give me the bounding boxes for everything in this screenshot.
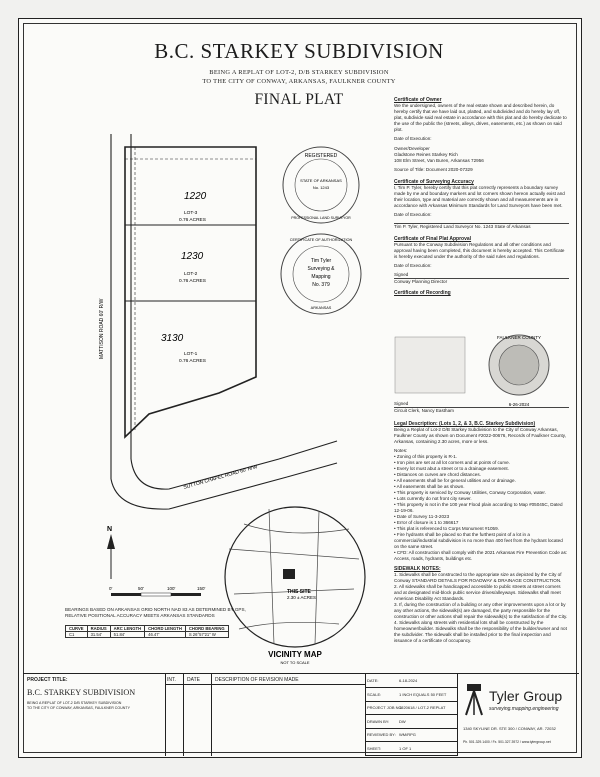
source-value: 2020-07329 xyxy=(448,167,473,172)
legal-description xyxy=(394,421,569,644)
project-field-value: 6-18-2024 xyxy=(399,678,418,683)
note-item: • Zoning of this property is R-1. xyxy=(394,454,458,459)
vicinity-map-scale: NOT TO SCALE xyxy=(280,660,310,665)
sidewalk-note-item: 1. Sidewalks shall be constructed to the appropriate size as depicted by the City of Conway STANDARD DETAILS FOR ROADWAY & DRAINAGE CONSTRUCTION. xyxy=(394,572,562,583)
county-recording-seal xyxy=(395,335,549,395)
project-field-value: 1220618 / LOT-2 REPLAT xyxy=(399,705,446,711)
svg-text:N: N xyxy=(107,526,113,533)
curve-header-radius: RADIUS xyxy=(87,626,110,632)
note-item: • This plat is referenced to Corps Monument #1059. xyxy=(394,526,499,531)
sidewalk-notes-list xyxy=(394,572,569,644)
coa-number: No. 379 xyxy=(312,282,330,288)
project-field-label: REVIEWED BY: xyxy=(367,732,396,738)
curve-cell: S 26°57'21" W xyxy=(185,632,228,638)
curve-table xyxy=(65,625,229,638)
lot-3-handwritten: 1220 xyxy=(184,191,207,202)
scale-bar xyxy=(111,593,201,596)
project-field-value: 1 INCH EQUALS 50 FEET xyxy=(399,691,447,697)
road-edge-south-outer xyxy=(287,463,337,477)
lot-2-name: LOT-2 xyxy=(184,272,198,277)
note-item: • All easements shall be for general utilities and or drainage. xyxy=(394,478,516,483)
seal-state-text: STATE OF ARKANSAS xyxy=(300,178,342,183)
final-plat-label: FINAL PLAT xyxy=(254,91,344,108)
sidewalk-note-item: 3. If, during the construction of a building or any other improvements upon a lot or by any other actions, the sidewalk(s) are damaged, the party responsible for the construction or other actions shall repair the sidewalk(s) to the satisfaction of the City. xyxy=(394,602,568,619)
lot-1-handwritten: 3130 xyxy=(161,333,184,344)
county-seal-ring: FAULKNER COUNTY xyxy=(496,335,542,340)
note-item: • Iron pins are set at all lot corners and at points of curve. xyxy=(394,460,511,465)
project-field-row xyxy=(365,728,457,742)
vicinity-map xyxy=(225,507,365,647)
seal-number-text: No. 1243 xyxy=(312,185,330,190)
curve-cell: C1 xyxy=(66,632,88,638)
sutton-chapel-road-label: SUTTON CHAPEL ROAD 60' R/W xyxy=(182,464,259,491)
coa-ring-text: CERTIFICATE OF AUTHORIZATION xyxy=(289,238,353,242)
project-field-row xyxy=(365,688,457,702)
note-item: • All easements shall be as shown. xyxy=(394,484,465,489)
final-approval-title: Certificate of Final Plat Approval xyxy=(394,236,472,242)
legal-title: Legal Description: (Lots 1, 2, & 3, B.C. Starkey Subdivision) xyxy=(394,421,536,427)
rev-header-date: DATE xyxy=(187,677,200,683)
coa-line3: Mapping xyxy=(311,274,331,280)
note-item: • Lots currently do not front city sewer. xyxy=(394,496,472,501)
final-signed-label: Signed xyxy=(394,272,409,277)
project-field-row xyxy=(365,701,457,715)
survey-cert-text: I, Tim P. Tyler, hereby certify that this plat correctly represents a boundary survey made by me and boundary markers and lot corners shown hereon actually exist and their location, type and material are correctly shown and all measurements are in accordance with Arkansas Minimum Standards for Land Surveyors have been met. xyxy=(394,185,565,208)
notes-heading: Notes: xyxy=(394,448,408,453)
project-field-label: PROJECT JOB NO: xyxy=(367,705,403,711)
final-approval-signature: Conway Planning Director xyxy=(394,278,569,285)
legal-text: Being a Replat of Lot-2 D/B Starkey Subdivision to the City of Conway Arkansas, Faulkner County as shown on Document #2022-00676, Records of Faulkner County, Arkansas, containing 2.30 acres, more or less. xyxy=(394,427,567,444)
plat-title: B.C. STARKEY SUBDIVISION xyxy=(154,39,444,63)
coa-name: Tim Tyler xyxy=(310,258,332,264)
scale-tick-0: 0' xyxy=(109,586,113,591)
project-subtitle-2: TO THE CITY OF CONWAY, ARKANSAS, FAULKNER COUNTY xyxy=(27,706,130,710)
project-field-label: SHEET: xyxy=(367,746,382,751)
ownership-cert-title: Certificate of Owner xyxy=(394,97,442,103)
project-field-value: DW xyxy=(399,718,406,724)
project-field-value: 1 OF 1 xyxy=(399,746,412,751)
recording-cert-title: Certificate of Recording xyxy=(394,290,451,296)
plat-subtitle-2: TO THE CITY OF CONWAY, ARKANSAS, FAULKNER COUNTY xyxy=(202,78,396,85)
note-item: • This property is serviced by Conway Utilities, Conway Corporation, water. xyxy=(394,490,546,495)
plat-subtitle-1: BEING A REPLAT OF LOT-2, D/B STARKEY SUBDIVISION xyxy=(209,69,389,76)
curve-header-chord-length: CHORD LENGTH xyxy=(145,626,186,632)
survey-date-label: Date of Execution: xyxy=(394,212,432,217)
scale-tick-100: 100' xyxy=(167,586,176,591)
coa-line2: Surveying & xyxy=(307,266,335,272)
note-item: • Distances on curves are chord distances. xyxy=(394,472,481,477)
county-seal-date: 6-26-2024 xyxy=(508,402,530,407)
recording-signed-label: Signed xyxy=(394,401,409,406)
curve-cell: 51.84' xyxy=(110,632,144,638)
project-field-label: DATE: xyxy=(367,678,379,683)
project-title: B.C. STARKEY SUBDIVISION xyxy=(27,688,136,697)
note-item: • Date of Survey 11-3-2023 xyxy=(394,514,450,519)
note-item: • Every lot must abut a street or to a drainage easement. xyxy=(394,466,509,471)
notes-list xyxy=(394,448,569,562)
lot-1-name: LOT-1 xyxy=(184,352,198,357)
rev-header-int: INT. xyxy=(167,677,176,683)
recording-signature-block xyxy=(394,401,569,414)
company-address: 1340 SKYLINE DR. STE 300 / CONWAY, AR. 72032 xyxy=(463,726,556,731)
company-tagline: surveying.mapping.engineering xyxy=(489,706,559,712)
curve-cell: 46.47' xyxy=(145,632,186,638)
seal-registered-text: REGISTERED xyxy=(304,153,338,159)
note-item: • This property is not in the 100 year Flood plain according to Map #05045C, Dated 12-19-06. xyxy=(394,502,563,513)
survey-cert-title: Certificate of Surveying Accuracy xyxy=(394,179,474,185)
source-label: Source of Title: Document xyxy=(394,167,447,172)
owner-address: 108 Elm Street, Van Buren, Arkansas 72956 xyxy=(394,158,484,163)
project-field-value: WM/RPG xyxy=(399,732,416,738)
curve-header-chord-bearing: CHORD BEARING xyxy=(185,626,228,632)
note-item: • Error of closure is 1 to 366617 xyxy=(394,520,459,525)
bearing-note: BEARINGS BASED ON ARKANSAS GRID NORTH NAD 83 AS DETERMINED BY GPS, RELATIVE POSITIONAL ACCURACY MEETS ARKANSAS STANDARDS xyxy=(65,607,246,618)
recording-signature: Circuit Clerk, Nancy Eastham xyxy=(394,407,569,414)
project-field-label: DRAWN BY: xyxy=(367,718,390,724)
vicinity-site-acres: 2.30 ± ACRES xyxy=(287,595,316,600)
final-date-label: Date of Execution: xyxy=(394,263,432,268)
curve-header-curve: CURVE xyxy=(66,626,88,632)
company-name: Tyler Group xyxy=(489,688,563,704)
company-cell xyxy=(457,674,579,756)
road-edge-south-inner xyxy=(279,441,337,459)
project-field-row xyxy=(365,742,457,756)
sidewalk-note-item: 4. Sidewalks along streets with residential lots shall be constructed by the homeowner/builder. Sidewalks shall be the responsibility of the builder/owner and not the subdivider. The sidewalk shall be installed prior to the final inspection and issuance of a certificate of occupancy. xyxy=(394,620,567,643)
project-fields-cell xyxy=(365,674,458,756)
owner-name: Gladstone Reines Starkey Rich xyxy=(394,152,458,157)
surveyor-signature: Tim P. Tyler, Registered Land Surveyor No. 1243 State of Arkansas xyxy=(394,223,569,230)
curve-header-arc: ARC LENGTH xyxy=(110,626,144,632)
coa-state: ARKANSAS xyxy=(310,306,332,310)
project-title-cell xyxy=(23,674,166,756)
note-item: • Fire hydrants shall be placed so that the furthest point of a lot in a commercial/industrial subdivision is no more than 400 feet from the hydrant located on the same street. xyxy=(394,532,563,549)
revision-cell xyxy=(165,674,366,756)
seal-pls-text: PROFESSIONAL LAND SURVEYOR xyxy=(291,216,351,220)
rev-header-desc: DESCRIPTION OF REVISION MADE xyxy=(215,677,299,683)
note-item: • CFD: All construction shall comply with the 2021 Arkansas Fire Prevention Code as: Access, roads, hydrants, buildings etc. xyxy=(394,550,568,561)
plat-sheet xyxy=(18,18,582,758)
certificates-column xyxy=(394,97,569,296)
company-phone: Ph. 501.329.1400 / Fx. 501.327.3972 / www.tylergroup.net xyxy=(463,740,551,744)
table-row xyxy=(66,632,229,638)
theodolite-logo-icon xyxy=(463,682,485,716)
project-field-label: SCALE: xyxy=(367,691,382,697)
project-title-label: PROJECT TITLE: xyxy=(27,677,68,683)
lot-2-handwritten: 1230 xyxy=(181,251,204,262)
ownership-cert-text: We the undersigned, owners of the real estate shown and described herein, do hereby certify that we have laid out, platted, and subdivided and do hereby lay off, plat, subdivide said real estate in accordance with this plat and do hereby dedicate to the use of the public the (streets, alleys, drives, easements, etc.) as shown on said plot. xyxy=(394,103,567,132)
mattison-road-label: MATTISON ROAD 60' R/W xyxy=(99,298,105,359)
scale-tick-50: 50' xyxy=(138,586,144,591)
lot-3-name: LOT-3 xyxy=(184,211,198,216)
lot-3-area: 0.76 ACRES xyxy=(179,218,206,223)
scale-tick-150: 150' xyxy=(197,586,206,591)
vicinity-site-label: THIS SITE xyxy=(287,589,311,595)
sidewalk-note-item: 2. All sidewalks shall be handicapped accessible to public streets at street corners and at designated mid-block public service drives/alleyways. Sidewalks shall meet American Disability Act Standards. xyxy=(394,584,561,601)
vicinity-map-title: VICINITY MAP xyxy=(268,650,322,659)
project-field-row xyxy=(365,674,457,688)
project-subtitle-1: BEING A REPLAT OF LOT-2 D/B STARKEY SUBDIVISION xyxy=(27,701,122,705)
curve-cell: 31.54' xyxy=(87,632,110,638)
lot-1-area: 0.76 ACRES xyxy=(179,359,206,364)
project-field-row xyxy=(365,715,457,729)
ownership-date-label: Date of Execution: xyxy=(394,136,432,141)
sidewalk-notes-title: SIDEWALK NOTES: xyxy=(394,566,441,572)
final-approval-text: Pursuant to the Conway Subdivision Regulations and all other conditions and approval having been completed, this document is hereby accepted. This Certificate is hereby executed under the authority of the said rules and regulations. xyxy=(394,242,565,259)
north-arrow-icon xyxy=(107,526,115,579)
owner-label: Owner/Developer xyxy=(394,146,430,151)
lot-2-area: 0.76 ACRES xyxy=(179,279,206,284)
title-block xyxy=(23,673,579,756)
